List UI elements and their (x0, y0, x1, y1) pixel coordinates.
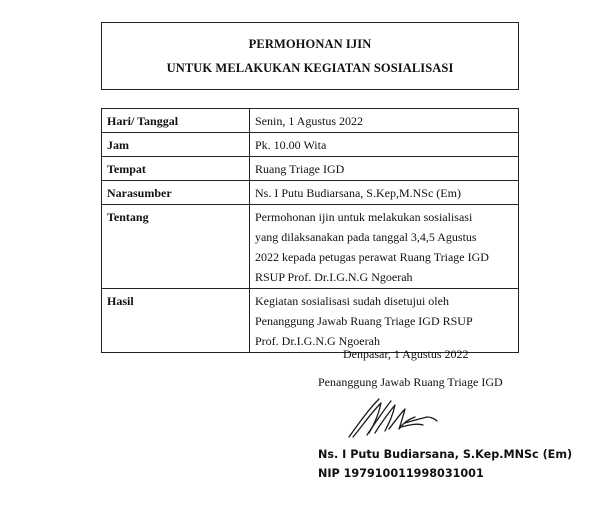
row-value (249, 133, 518, 157)
row-value-line: 2022 kepada petugas perawat Ruang Triage IGD (254, 250, 489, 264)
table-row (102, 157, 519, 181)
row-value (249, 109, 518, 133)
signatory-name: Ns. I Putu Budiarsana, S.Kep.MNSc (Em) (318, 448, 573, 461)
title-box (101, 22, 519, 90)
document-subtitle: UNTUK MELAKUKAN KEGIATAN SOSIALISASI (166, 61, 454, 75)
row-value-line: yang dilaksanakan pada tanggal 3,4,5 Agustus (254, 230, 477, 244)
table-row (102, 133, 519, 157)
row-value-line: Senin, 1 Agustus 2022 (254, 114, 363, 128)
row-value-line: Permohonan ijin untuk melakukan sosialisasi (254, 210, 473, 224)
handwritten-signature (345, 393, 445, 441)
row-label: Hasil (102, 289, 250, 353)
table-row (102, 289, 519, 353)
row-value (249, 205, 518, 289)
row-value-line: RSUP Prof. Dr.I.G.N.G Ngoerah (254, 270, 413, 284)
row-label: Hari/ Tanggal (102, 109, 250, 133)
signatory-nip: NIP 197910011998031001 (318, 467, 484, 480)
row-value-line: Ruang Triage IGD (254, 162, 345, 176)
table-row (102, 109, 519, 133)
signatory-role: Penanggung Jawab Ruang Triage IGD (318, 375, 503, 389)
row-label: Tentang (102, 205, 250, 289)
row-label: Tempat (102, 157, 250, 181)
document-title: PERMOHONAN IJIN (248, 37, 372, 51)
row-value (249, 181, 518, 205)
table-row (102, 205, 519, 289)
row-value-line: Ns. I Putu Budiarsana, S.Kep,M.NSc (Em) (254, 186, 461, 200)
row-value (249, 289, 518, 353)
row-label: Jam (102, 133, 250, 157)
row-value-line: Kegiatan sosialisasi sudah disetujui oleh (254, 294, 449, 308)
row-value (249, 157, 518, 181)
info-table (101, 108, 519, 353)
row-value-line: Penanggung Jawab Ruang Triage IGD RSUP (254, 314, 473, 328)
place-date: Denpasar, 1 Agustus 2022 (343, 347, 469, 361)
row-value-line: Prof. Dr.I.G.N.G Ngoerah (254, 334, 380, 348)
row-value-line: Pk. 10.00 Wita (254, 138, 327, 152)
row-label: Narasumber (102, 181, 250, 205)
table-row (102, 181, 519, 205)
